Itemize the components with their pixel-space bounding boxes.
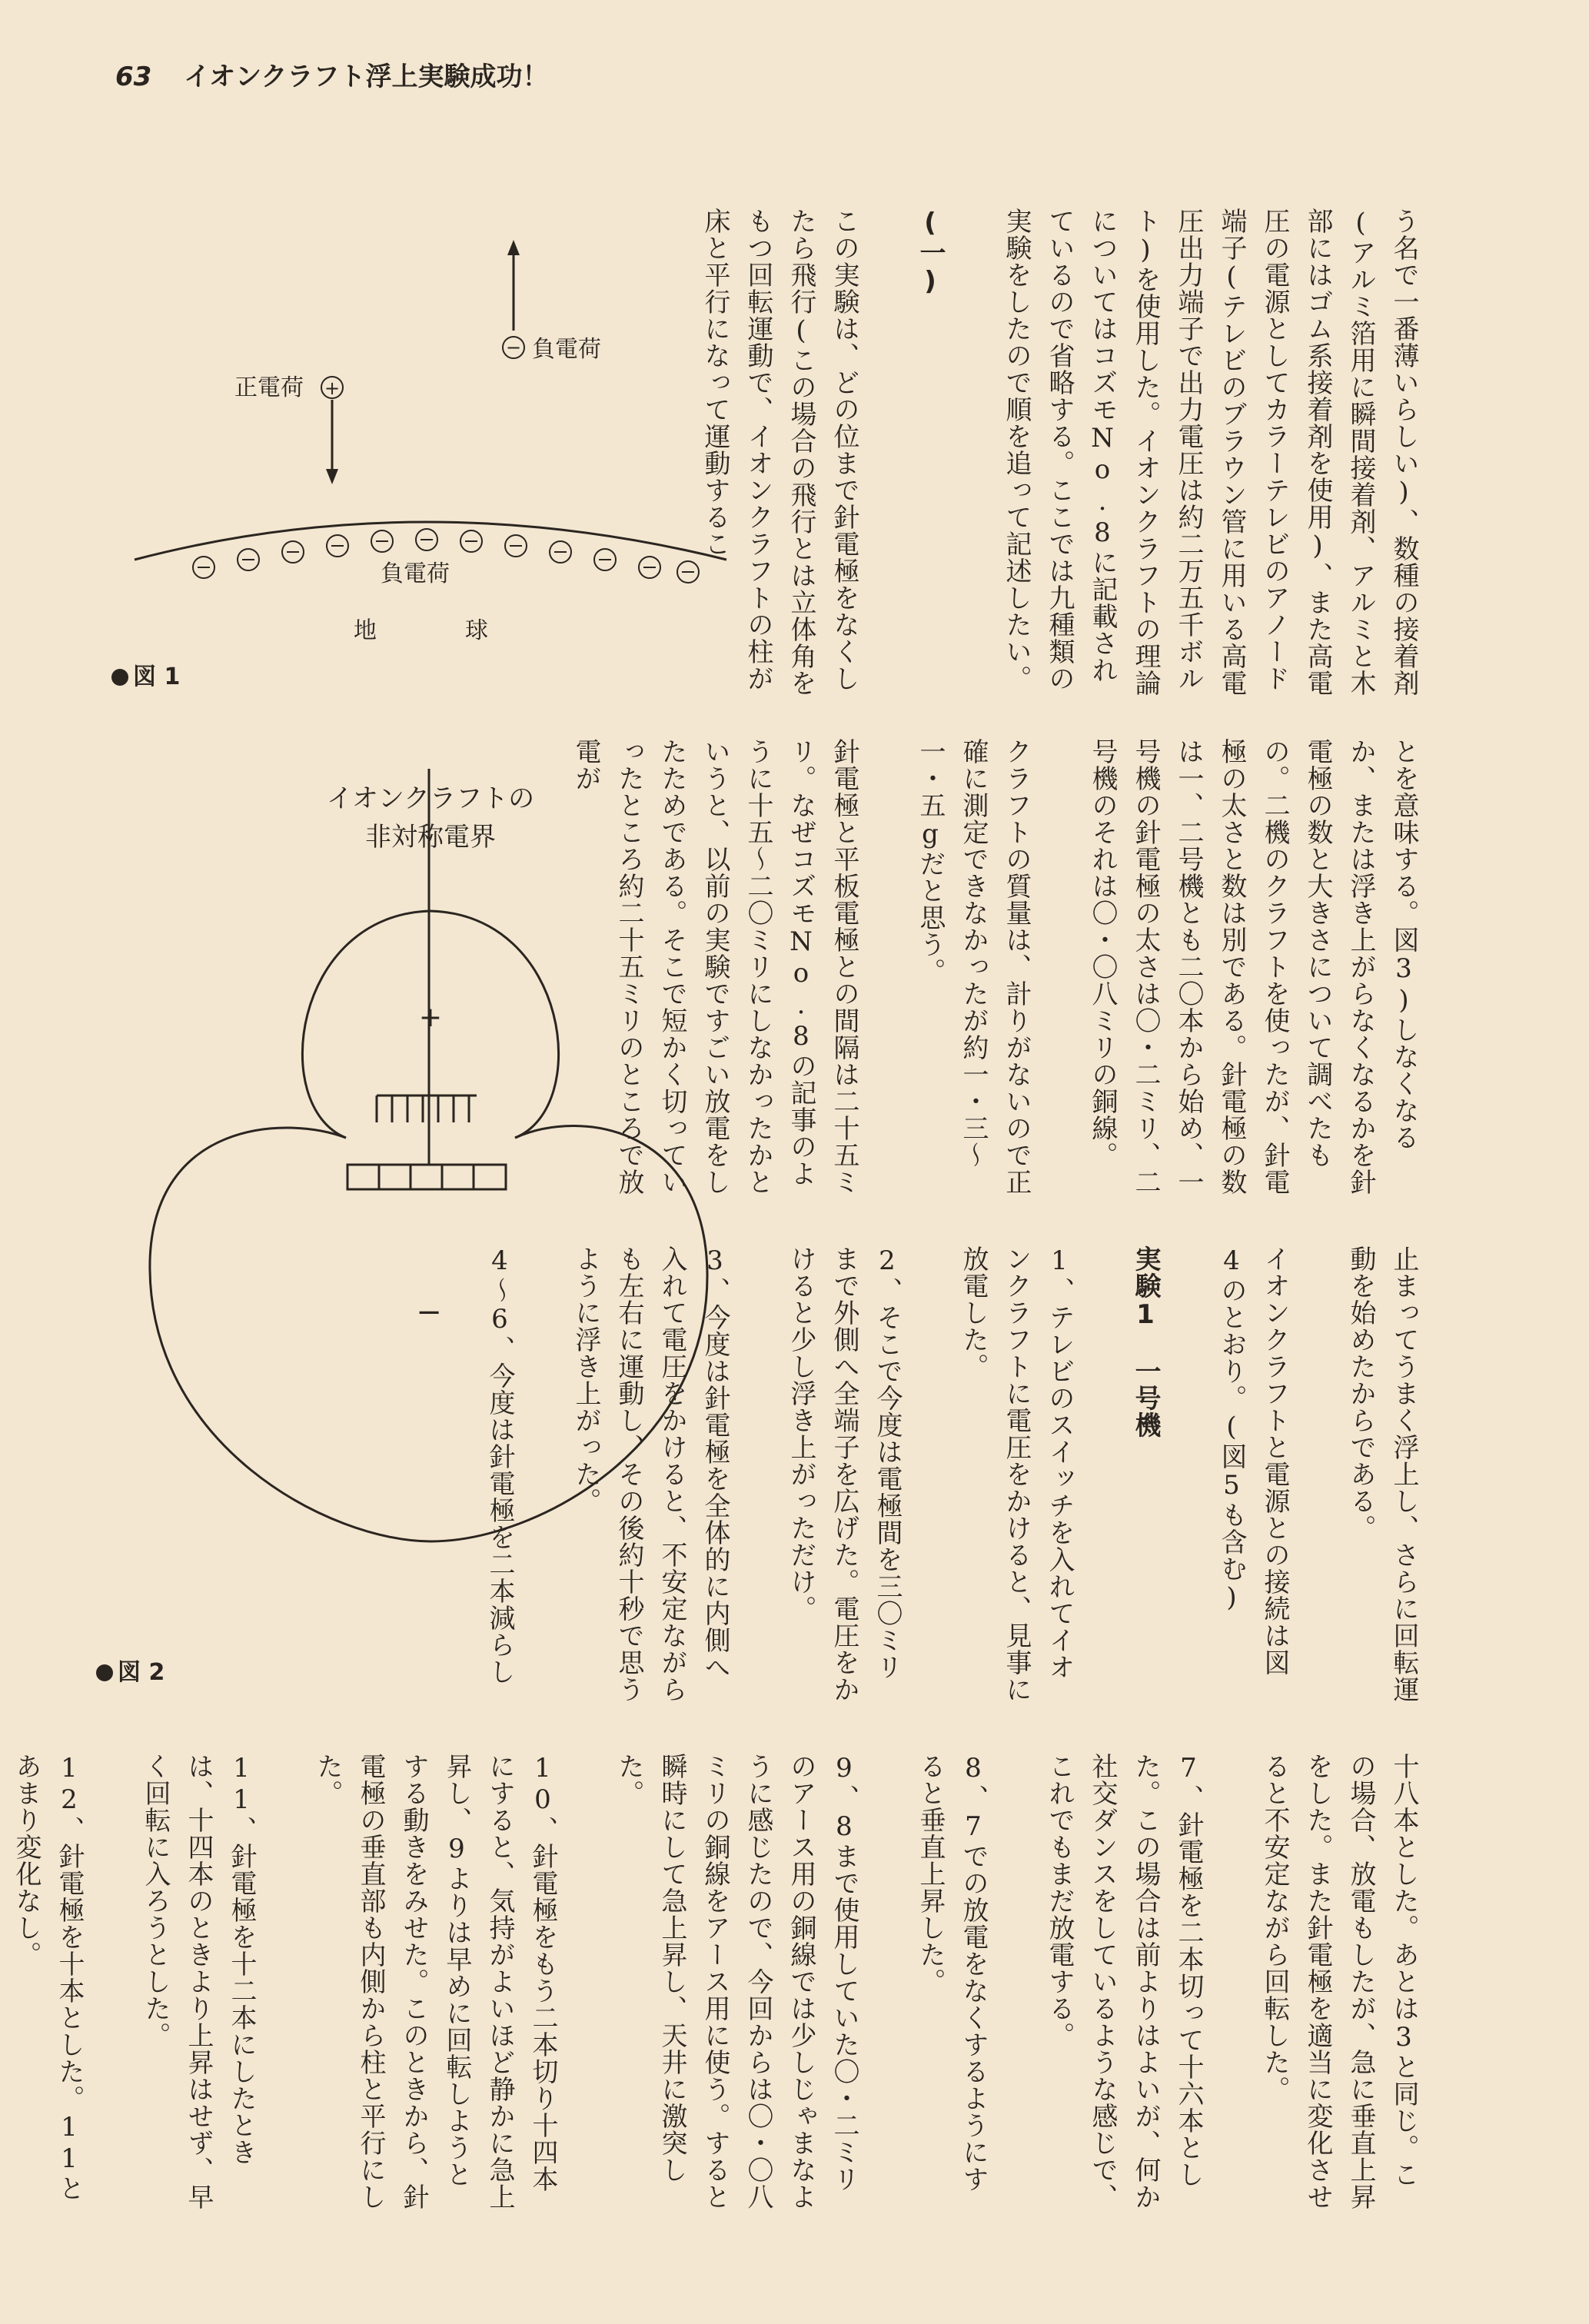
ground-negative-label: 負電荷 — [381, 560, 450, 587]
paragraph: 1、テレビのスイッチを入れてイオンクラフトに電圧をかけると、見事に放電した。 — [958, 1245, 1075, 1703]
bullet-dot-icon — [96, 1664, 113, 1681]
page-number: 63 — [115, 62, 152, 92]
plus-sign: + — [324, 377, 341, 399]
earth-label-1: 地 — [354, 617, 377, 644]
paragraph: 4〜6、今度は針電極を二本減らし — [484, 1245, 515, 1685]
paragraph: 12、針電極を十本とした。11とあまり変化なし。 — [11, 1753, 85, 2202]
paragraph: 十八本とした。あとは3と同じ。この場合、放電もしたが、急に垂直上昇をした。また針電極を適当に変化させると不安定ながら回転した。 — [1259, 1753, 1419, 2210]
minus-sign: − — [505, 337, 522, 358]
earth-label-2: 球 — [465, 617, 488, 644]
down-arrow-head — [326, 469, 338, 484]
upper-plus-sign: + — [418, 1002, 443, 1033]
paragraph: 7、針電極を二本切って十六本とした。この場合は前よりはよいが、何か社交ダンスをしているような感じで、これでもまだ放電する。 — [1044, 1753, 1204, 2210]
text-column-middle-right — [570, 738, 1468, 1199]
text-column-lower-middle — [484, 1245, 1468, 1707]
figure-1-caption: 図 1 — [111, 657, 180, 691]
page-title: イオンクラフト浮上実験成功！ — [184, 62, 549, 92]
earth-surface-arc — [135, 522, 726, 560]
negative-charge-label: 負電荷 — [532, 336, 601, 363]
section-heading: (一) — [915, 208, 946, 298]
paragraph: この実験は、どの位まで針電極をなくしたら飛行(この場合の飛行とは立体角をもつ回転運動で、イオンクラフトの柱が床と平行になって運動するこ — [700, 208, 859, 697]
positive-charge-label: 正電荷 — [234, 374, 304, 401]
bullet-dot-icon — [111, 669, 128, 686]
experiment-heading: 実験1 一号機 — [1130, 1245, 1161, 1438]
text-column-bottom — [11, 1753, 1468, 2214]
text-column-upper-right — [700, 208, 1468, 700]
paragraph: イオンクラフトと電源との接続は図4のとおり。(図5も含む) — [1216, 1245, 1290, 1676]
paragraph: 止まってうまく浮上し、さらに回転運動を始めたからである。 — [1345, 1245, 1419, 1703]
paragraph: 11、針電極を十二本にしたときは、十四本のときより上昇はせず、早く回転に入ろうとした。 — [140, 1753, 257, 2210]
paragraph: 8、7での放電をなくするようにすると垂直上昇した。 — [915, 1753, 989, 2193]
paragraph: 3、今度は針電極を全体的に内側へ入れて電圧をかけると、不安定ながらも左右に運動し、その後約十秒で思うように浮き上がった。 — [570, 1245, 730, 1703]
lower-minus-sign: − — [416, 1295, 442, 1330]
paragraph: う名で一番薄いらしい)、数種の接着剤(アルミ箔用に瞬間接着剤、アルミと木部にはゴム系接着剤を使用)、また高電圧の電源としてカラーテレビのアノード端子(テレビのブラウン管に用いる高電圧出力端子で出力電圧は約二万五千ボルト)を使用した。イオンクラフトの理論についてはコズモNo.8に記載されているので省略する。ここでは九種類の実験をしたので順を追って記述したい。 — [1001, 208, 1419, 697]
paragraph: 針電極と平板電極との間隔は二十五ミリ。なぜコズモNo.8の記事のように十五〜二〇ミリにしなかったかというと、以前の実験ですごい放電をしたためである。そこで短かく切っていったところ約二十五ミリのところで放電が — [570, 738, 859, 1195]
figure-2-title-line-1: イオンクラフトの — [326, 783, 535, 814]
paragraph: 9、8まで使用していた〇・二ミリのアース用の銅線では少しじゃまなように感じたので、今回からは〇・〇八ミリの銅線をアース用に使う。すると瞬時にして急上昇し、天井に激突した。 — [613, 1753, 859, 2210]
paragraph: とを意味する。図3)しなくなるか、または浮き上がらなくなるかを針電極の数と大きさについて調べたもの。二機のクラフトを使ったが、針電極の太さと数は別である。針電極の数は一、二号機とも二〇本から始め、一号機の針電極の太さは〇・二ミリ、二号機のそれは〇・〇八ミリの銅線。 — [1087, 738, 1419, 1195]
paragraph: クラフトの質量は、計りがないので正確に測定できなかったが約一・三〜一・五gだと思う。 — [915, 738, 1032, 1195]
paragraph: 2、そこで今度は電極間を三〇ミリまで外側へ全端子を広げた。電圧をかけると少し浮き上がっただけ。 — [786, 1245, 903, 1703]
figure-2-caption: 図 2 — [96, 1653, 165, 1687]
up-arrow-head — [507, 240, 520, 255]
page-header — [115, 55, 548, 93]
paragraph: 10、針電極をもう二本切り十四本にすると、気持がよいほど静かに急上昇し、9よりは早めに回転しようとする動きをみせた。このときから、針電極の垂直部も内側から柱と平行にした。 — [312, 1753, 558, 2210]
figure-2-title-line-2: 非対称電界 — [365, 822, 496, 853]
